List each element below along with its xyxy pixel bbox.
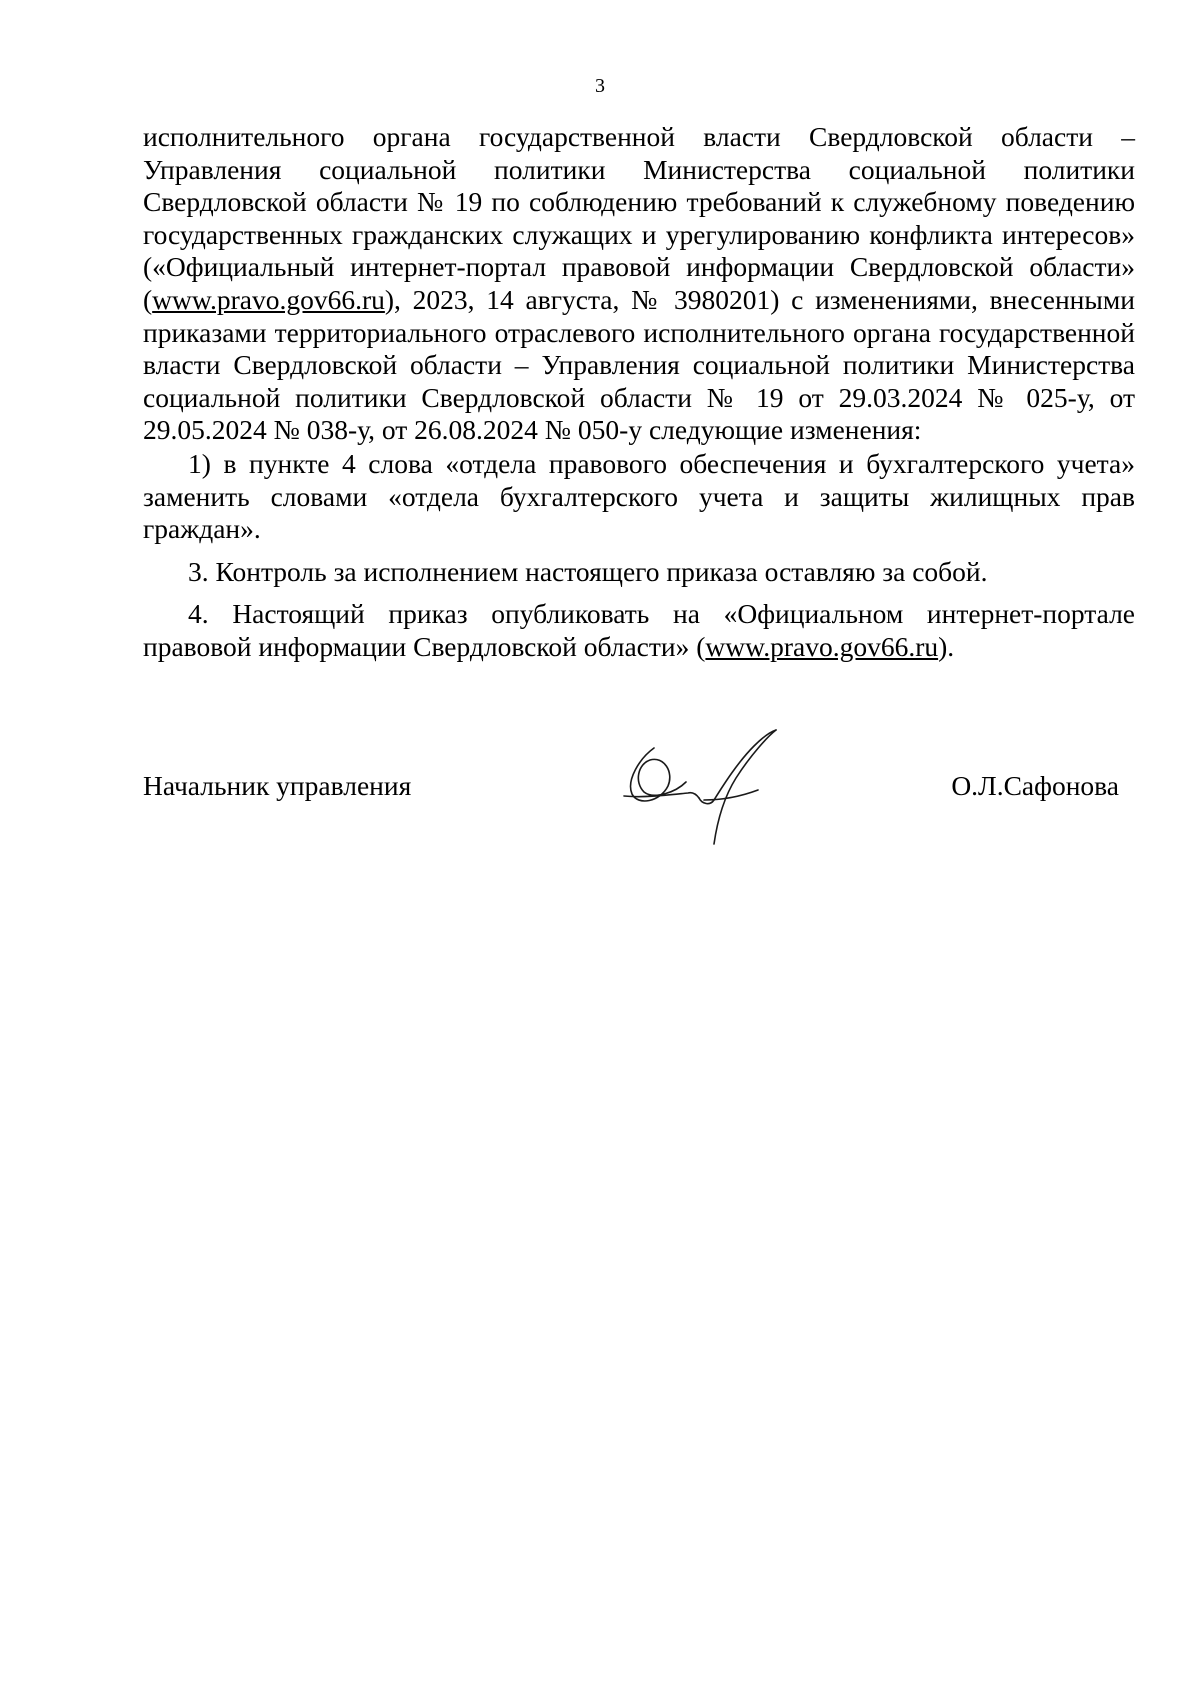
paragraph-amendment-intro <box>143 121 1135 447</box>
amendment-item-1: 1) в пункте 4 слова «отдела правового обеспечения и бухгалтерского учета» заменить словами «отдела бухгалтерского учета и защиты жилищных прав граждан». <box>143 447 1135 545</box>
document-body <box>143 121 1135 664</box>
paragraph-text: 4. Настоящий приказ опубликовать на «Официальном интернет-портале правовой информации Свердловской области» ( <box>143 598 1135 662</box>
signatory-name: О.Л.Сафонова <box>951 770 1119 801</box>
page-number: 3 <box>595 75 605 97</box>
clause-3: 3. Контроль за исполнением настоящего приказа оставляю за собой. <box>188 555 988 587</box>
pravo-portal-link[interactable]: www.pravo.gov66.ru <box>152 283 385 315</box>
paragraph-text: ). <box>938 630 955 662</box>
paragraph-text: ), 2023, 14 августа, № 3980201) с изменениями, внесенными приказами территориального отраслевого исполнительного органа государственной власти Свердловской области – Управления социальной политики Министерства социальной политики Свердловской области № 19 от 29.03.2024 № 025-у, от 29.05.2024 № 038-у, от 26.08.2024 № 050-у следующие изменения: <box>143 283 1135 446</box>
clause-4 <box>143 598 1135 663</box>
pravo-portal-link[interactable]: www.pravo.gov66.ru <box>705 630 939 662</box>
paragraph-text: исполнительного органа государственной власти Свердловской области – Управления социальной политики Министерства социальной политики Свердловской области № 19 по соблюдению требований к служебному поведению государственных гражданских служащих и урегулированию конфликта интересов» («Официальный интернет-портал правовой информации Свердловской области» ( <box>143 121 1135 315</box>
handwritten-signature <box>620 722 790 847</box>
signatory-position: Начальник управления <box>143 770 412 801</box>
